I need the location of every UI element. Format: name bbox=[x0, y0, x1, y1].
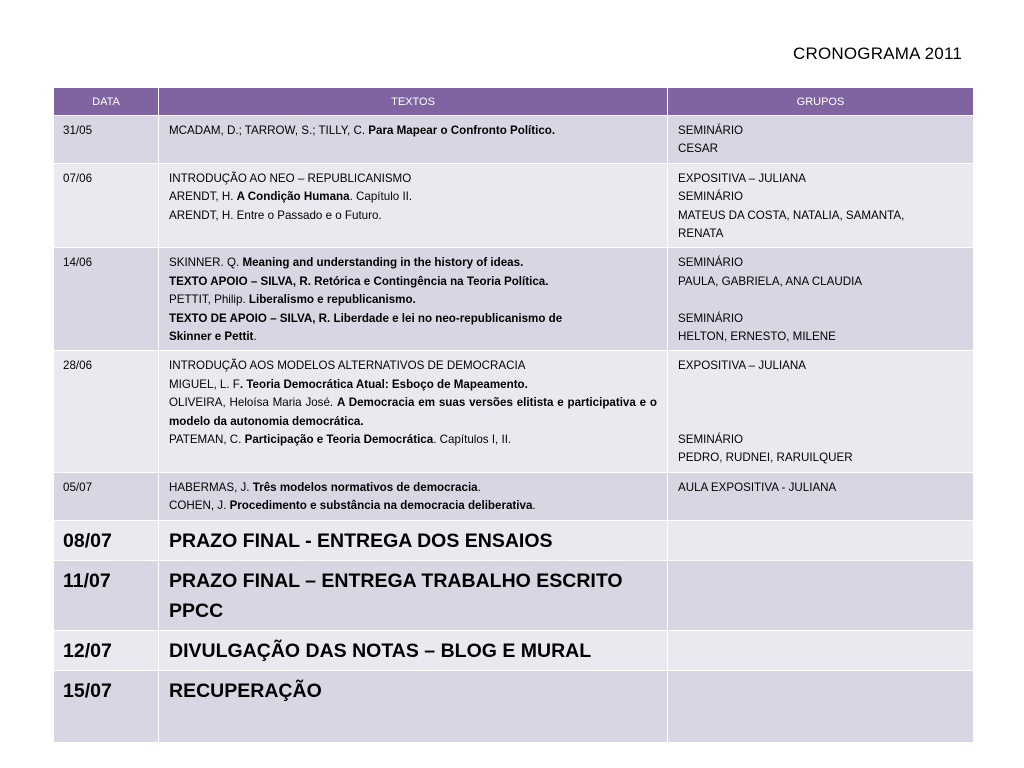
date-cell bbox=[54, 520, 159, 560]
reference-text: MIGUEL, L. F bbox=[169, 377, 240, 391]
date-cell bbox=[54, 560, 159, 630]
deadline-text: PRAZO FINAL – ENTREGA TRABALHO ESCRITO PPCC bbox=[169, 569, 623, 622]
group-line: EXPOSITIVA – JULIANA bbox=[678, 359, 807, 373]
deadline-row bbox=[54, 520, 974, 560]
reference-text: . bbox=[253, 330, 257, 344]
group-line: HELTON, ERNESTO, MILENE bbox=[678, 330, 836, 344]
spacer bbox=[678, 376, 963, 394]
texts-content bbox=[159, 116, 667, 144]
date-text: 15/07 bbox=[63, 679, 112, 702]
group-line: SEMINÁRIO bbox=[678, 124, 744, 137]
reference-title: Liberalismo e republicanismo. bbox=[248, 293, 416, 307]
texts-content bbox=[159, 164, 667, 229]
text-reference-line bbox=[169, 310, 657, 328]
date-cell bbox=[54, 630, 159, 670]
groups-cell bbox=[668, 163, 974, 248]
text-reference-line bbox=[169, 207, 657, 225]
reference-text: . bbox=[532, 499, 536, 513]
groups-content bbox=[668, 164, 973, 248]
date-cell bbox=[54, 248, 159, 351]
groups-content bbox=[668, 116, 973, 163]
texts-cell bbox=[159, 472, 668, 520]
reference-text: INTRODUÇÃO AOS MODELOS ALTERNATIVOS DE DEMOCRACIA bbox=[169, 359, 526, 373]
reference-text: . Capítulo II. bbox=[349, 190, 413, 204]
date-text: 05/07 bbox=[63, 480, 93, 494]
texts-content bbox=[159, 351, 667, 453]
texts-cell bbox=[159, 116, 668, 164]
table-row bbox=[54, 351, 974, 472]
texts-cell bbox=[159, 163, 668, 248]
table-row bbox=[54, 472, 974, 520]
reference-text: ARENDT, H. Entre o Passado e o Futuro. bbox=[169, 208, 382, 222]
reference-text: PATEMAN, C. bbox=[169, 433, 245, 447]
deadline-text: RECUPERAÇÃO bbox=[169, 679, 322, 702]
reference-text: HABERMAS, J. bbox=[169, 480, 253, 494]
spacer bbox=[678, 413, 963, 431]
group-line: SEMINÁRIO bbox=[678, 256, 744, 270]
reference-text: ARENDT, H. bbox=[169, 190, 237, 204]
reference-title: A Condição Humana bbox=[236, 190, 350, 204]
table-row bbox=[54, 248, 974, 351]
group-line: EXPOSITIVA – JULIANA bbox=[678, 171, 807, 185]
column-header-date: DATA bbox=[54, 88, 159, 116]
reference-text: . bbox=[477, 480, 481, 494]
date-text: 08/07 bbox=[63, 529, 112, 552]
date-cell bbox=[54, 163, 159, 248]
groups-cell bbox=[668, 630, 974, 670]
text-reference-line bbox=[169, 170, 657, 188]
reference-text: . Capítulos I, II. bbox=[433, 433, 512, 447]
table-header-row bbox=[54, 88, 974, 116]
groups-content bbox=[668, 351, 973, 471]
reference-text: INTRODUÇÃO AO NEO – REPUBLICANISMO bbox=[169, 171, 412, 185]
reference-title: TEXTO APOIO – SILVA, R. Retórica e Contingência na Teoria Política. bbox=[169, 274, 549, 288]
reference-title: TEXTO DE APOIO – SILVA, R. Liberdade e lei no neo-republicanismo de bbox=[169, 311, 563, 325]
text-reference-line bbox=[169, 254, 657, 272]
texts-cell bbox=[159, 670, 668, 742]
reference-text: OLIVEIRA, Heloísa Maria José. bbox=[169, 396, 337, 410]
text-reference-line bbox=[169, 328, 657, 346]
groups-content bbox=[668, 248, 973, 350]
date-cell bbox=[54, 472, 159, 520]
texts-content bbox=[159, 473, 667, 520]
texts-content bbox=[159, 248, 667, 350]
date-cell bbox=[54, 670, 159, 742]
text-reference-line bbox=[169, 273, 657, 291]
text-reference-line bbox=[169, 376, 657, 394]
reference-title: Skinner e Pettit bbox=[169, 330, 254, 344]
text-reference-line bbox=[169, 122, 657, 140]
date-text: 28/06 bbox=[63, 359, 93, 373]
text-reference-line bbox=[169, 479, 657, 497]
date-text: 31/05 bbox=[63, 124, 93, 137]
page-title: CRONOGRAMA 2011 bbox=[793, 44, 962, 63]
groups-content bbox=[668, 473, 973, 501]
text-reference-line bbox=[169, 291, 657, 309]
groups-cell bbox=[668, 560, 974, 630]
group-line: SEMINÁRIO bbox=[678, 190, 744, 204]
text-reference-line bbox=[169, 357, 657, 375]
groups-cell bbox=[668, 351, 974, 472]
texts-cell bbox=[159, 248, 668, 351]
reference-title: Procedimento e substância na democracia deliberativa bbox=[229, 499, 533, 513]
reference-text: MCADAM, D.; TARROW, S.; TILLY, C. bbox=[169, 124, 369, 137]
reference-title: Para Mapear o Confronto Político. bbox=[368, 124, 556, 137]
text-reference-line bbox=[169, 497, 657, 515]
texts-cell bbox=[159, 351, 668, 472]
date-cell bbox=[54, 351, 159, 472]
deadline-row bbox=[54, 560, 974, 630]
reference-title: Meaning and understanding in the history of ideas. bbox=[242, 256, 524, 270]
reference-title: Participação e Teoria Democrática bbox=[244, 433, 434, 447]
date-text: 11/07 bbox=[63, 569, 111, 592]
group-line: SEMINÁRIO bbox=[678, 311, 744, 325]
group-line: PAULA, GABRIELA, ANA CLAUDIA bbox=[678, 274, 863, 288]
group-line: CESAR bbox=[678, 142, 718, 156]
reference-title: A Democracia em suas versões elitista e participativa e o modelo da autonomia democrática. bbox=[169, 396, 657, 428]
group-line: RENATA bbox=[678, 227, 724, 241]
texts-cell bbox=[159, 520, 668, 560]
date-text: 14/06 bbox=[63, 256, 93, 270]
texts-cell bbox=[159, 630, 668, 670]
date-cell bbox=[54, 116, 159, 164]
text-reference-line bbox=[169, 394, 657, 431]
reference-title: . Teoria Democrática Atual: Esboço de Mapeamento. bbox=[239, 377, 528, 391]
group-line: SEMINÁRIO bbox=[678, 433, 744, 447]
date-text: 07/06 bbox=[63, 171, 93, 185]
text-reference-line bbox=[169, 431, 657, 449]
column-header-texts: TEXTOS bbox=[159, 88, 668, 116]
table-row bbox=[54, 116, 974, 164]
deadline-text: PRAZO FINAL - ENTREGA DOS ENSAIOS bbox=[169, 529, 553, 552]
deadline-row bbox=[54, 630, 974, 670]
spacer bbox=[678, 291, 963, 309]
groups-cell bbox=[668, 116, 974, 164]
reference-text: COHEN, J. bbox=[169, 499, 230, 513]
deadline-row bbox=[54, 670, 974, 742]
column-header-groups: GRUPOS bbox=[668, 88, 974, 116]
reference-title: Três modelos normativos de democracia bbox=[252, 480, 478, 494]
groups-cell bbox=[668, 520, 974, 560]
text-reference-line bbox=[169, 188, 657, 206]
schedule-table bbox=[53, 87, 974, 743]
reference-text: PETTIT, Philip. bbox=[169, 293, 249, 307]
table-row bbox=[54, 163, 974, 248]
date-text: 12/07 bbox=[63, 639, 112, 662]
groups-cell bbox=[668, 472, 974, 520]
groups-cell bbox=[668, 670, 974, 742]
group-line: AULA EXPOSITIVA - JULIANA bbox=[678, 480, 837, 494]
reference-text: SKINNER. Q. bbox=[169, 256, 243, 270]
deadline-text: DIVULGAÇÃO DAS NOTAS – BLOG E MURAL bbox=[169, 639, 592, 662]
texts-cell bbox=[159, 560, 668, 630]
spacer bbox=[678, 394, 963, 412]
groups-cell bbox=[668, 248, 974, 351]
group-line: PEDRO, RUDNEI, RARUILQUER bbox=[678, 451, 853, 465]
group-line: MATEUS DA COSTA, NATALIA, SAMANTA, bbox=[678, 208, 905, 222]
